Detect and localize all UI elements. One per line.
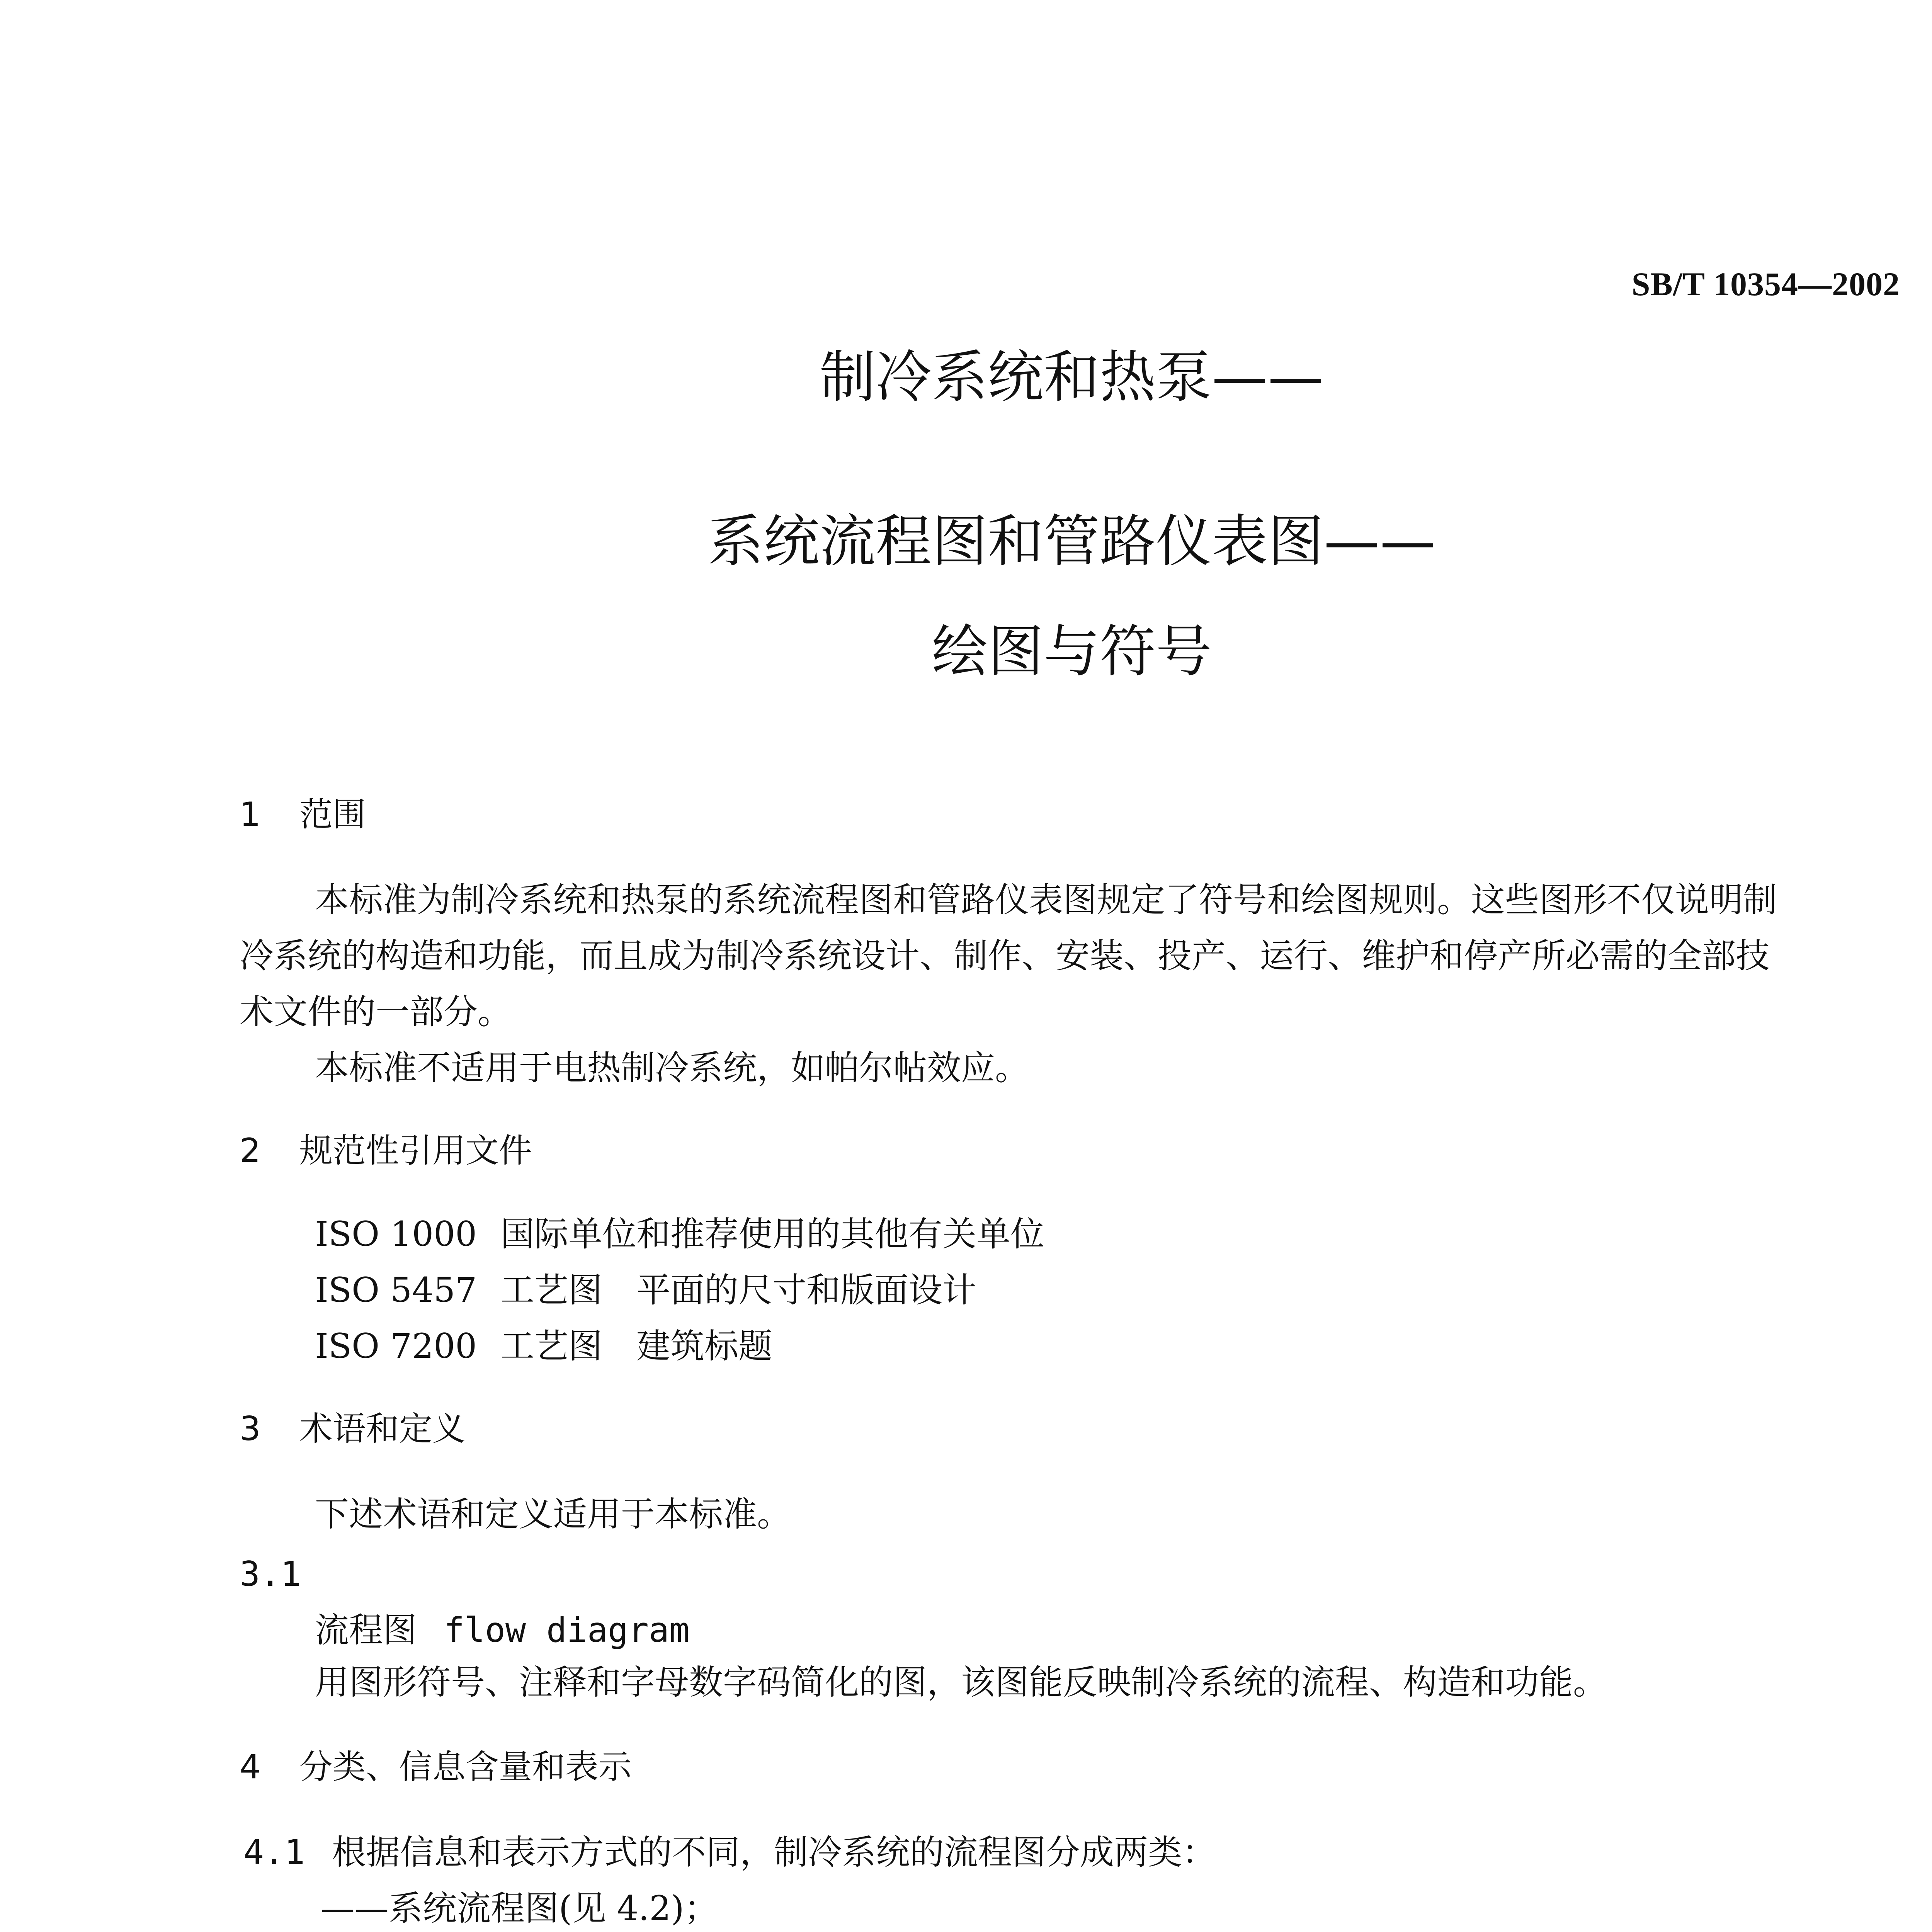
section-3-1-number: 3.1 bbox=[240, 1554, 301, 1594]
title-line-3: 绘图与符号 bbox=[932, 619, 1212, 684]
title-line-2: 系统流程图和管路仪表图—— bbox=[707, 509, 1436, 574]
section-1-number: 1 bbox=[240, 795, 261, 834]
section-4-1-text: 根据信息和表示方式的不同，制冷系统的流程图分成两类： bbox=[332, 1832, 1216, 1872]
section-1-para1-line1: 本标准为制冷系统和热泵的系统流程图和管路仪表图规定了符号和绘图规则。这些图形不仅说明制 bbox=[315, 880, 1777, 920]
section-1-heading bbox=[240, 795, 366, 834]
term-line bbox=[315, 1610, 690, 1650]
reference-item bbox=[315, 1270, 977, 1310]
title-line-1: 制冷系统和热泵—— bbox=[820, 345, 1324, 410]
section-2-heading bbox=[240, 1131, 532, 1170]
section-4-1-number: 4.1 bbox=[243, 1832, 305, 1872]
term-definition: 用图形符号、注释和字母数字码简化的图，该图能反映制冷系统的流程、构造和功能。 bbox=[315, 1662, 1607, 1702]
section-4-heading bbox=[240, 1750, 632, 1784]
section-2-number: 2 bbox=[240, 1131, 261, 1170]
reference-title: 国际单位和推荐使用的其他有关单位 bbox=[500, 1214, 1045, 1254]
reference-title: 工艺图 平面的尺寸和版面设计 bbox=[500, 1270, 977, 1310]
section-1-para2: 本标准不适用于电热制冷系统，如帕尔帖效应。 bbox=[315, 1048, 1029, 1088]
section-3-title: 术语和定义 bbox=[299, 1410, 466, 1448]
reference-title: 工艺图 建筑标题 bbox=[500, 1326, 773, 1366]
reference-code: ISO 1000 bbox=[315, 1214, 477, 1254]
section-4-1-item: ——系统流程图(见 4.2)； bbox=[321, 1888, 718, 1928]
reference-code: ISO 7200 bbox=[315, 1326, 477, 1366]
term-chinese: 流程图 bbox=[315, 1610, 417, 1650]
section-3-intro: 下述术语和定义适用于本标准。 bbox=[315, 1494, 791, 1534]
section-4-title: 分类、信息含量和表示 bbox=[299, 1748, 632, 1786]
reference-item bbox=[315, 1326, 773, 1366]
section-1-para1-line2: 冷系统的构造和功能，而且成为制冷系统设计、制作、安装、投产、运行、维护和停产所必需的全部技 bbox=[240, 936, 1770, 976]
standard-number: SB/T 10354—2002 bbox=[1631, 265, 1900, 303]
section-2-title: 规范性引用文件 bbox=[299, 1131, 532, 1170]
section-1-title: 范围 bbox=[299, 795, 366, 834]
section-4-1-line bbox=[243, 1832, 1216, 1872]
section-3-heading bbox=[240, 1412, 466, 1446]
section-1-para1-line3: 术文件的一部分。 bbox=[240, 992, 512, 1032]
section-4-number: 4 bbox=[240, 1748, 261, 1786]
term-english: flow diagram bbox=[444, 1610, 690, 1650]
reference-code: ISO 5457 bbox=[315, 1270, 477, 1310]
reference-item bbox=[315, 1214, 1045, 1254]
section-3-number: 3 bbox=[240, 1410, 261, 1448]
